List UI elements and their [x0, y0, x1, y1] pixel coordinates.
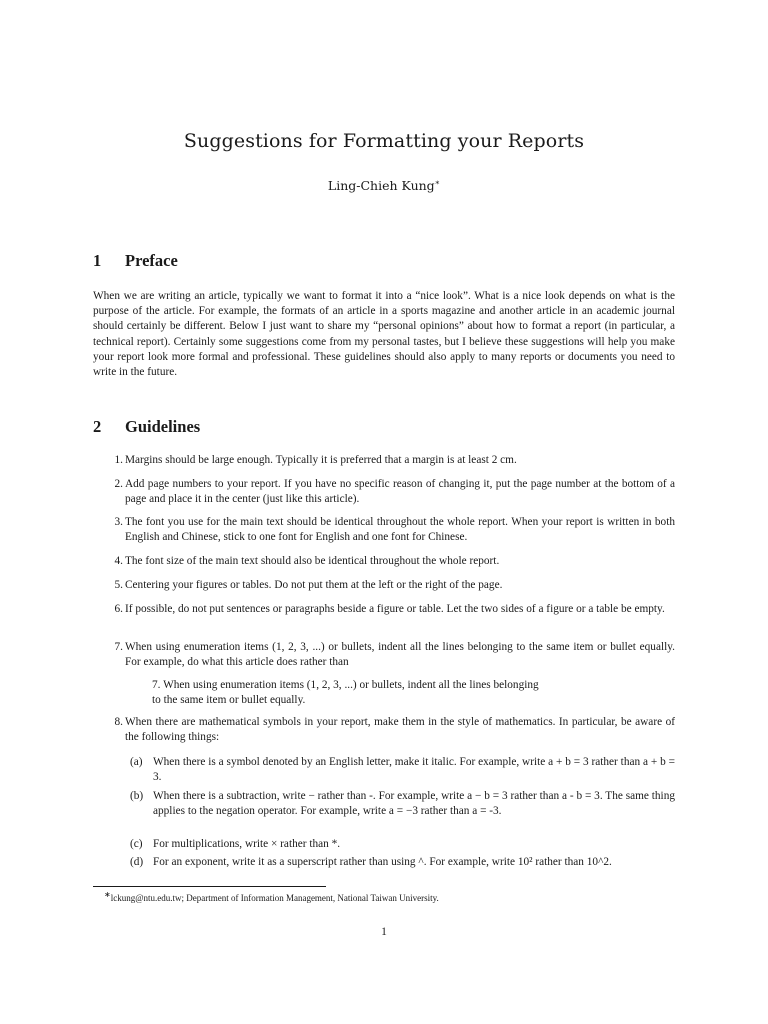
bad-indent-example: 7. When using enumeration items (1, 2, 3, ...) or bullets, indent all the lines belonging to the same item or bullet equally.: [152, 679, 539, 707]
paper-title: Suggestions for Formatting your Reports: [183, 130, 585, 152]
footnote-rule: [93, 886, 326, 887]
page-number: 1: [381, 926, 387, 938]
footnote-mark: ∗: [104, 890, 111, 899]
section-number: 1: [93, 251, 102, 270]
section-title: Guidelines: [125, 417, 201, 436]
section-title: Preface: [125, 251, 178, 270]
author-line: [0, 178, 768, 193]
sub-list-item: (d) For an exponent, write it as a superscript rather than using ^. For example, write 10² rather than 10^2.: [130, 856, 612, 868]
sub-list-item: (c) For multiplications, write × rather than *.: [130, 838, 341, 850]
section-number: 2: [93, 417, 102, 436]
section-heading-preface: [93, 251, 178, 271]
list-item: 4. The font size of the main text should also be identical throughout the whole report.: [114, 555, 500, 567]
sub-list-item: (a) When there is a symbol denoted by an English letter, make it italic. For example, write a + b = 3 rather than a + b = 3.: [130, 756, 675, 784]
list-item: 7. When using enumeration items (1, 2, 3, ...) or bullets, indent all the lines belonging to the same item or bullet equally. For example, do what this article does rather than: [114, 641, 675, 669]
preface-paragraph: When we are writing an article, typically we want to format it into a “nice look”. What is a nice look depends on what is the purpose of the article. For example, the formats of an article in a sports magazine and another article in an academic journal should certainly be different. Below I just want to share my “personal opinions” about how to format a report (in particular, a technical report). Certainly some suggestions come from my personal tastes, but I believe these suggestions will help you make your report look more formal and professional. These guidelines should also apply to many reports or documents you need to write in the future.: [93, 290, 675, 379]
list-item: 1. Margins should be large enough. Typically it is preferred that a margin is at least 2 cm.: [114, 454, 517, 466]
section-heading-guidelines: [93, 417, 200, 437]
list-item: 8. When there are mathematical symbols in your report, make them in the style of mathematics. In particular, be aware of the following things:: [114, 716, 675, 744]
list-item: 6. If possible, do not put sentences or paragraphs beside a figure or table. Let the two sides of a figure or a table be empty.: [114, 603, 665, 615]
author-name: Ling-Chieh Kung: [327, 178, 435, 194]
list-item: 2. Add page numbers to your report. If you have no specific reason of changing it, put the page number at the bottom of a page and place it in the center (just like this article).: [114, 478, 675, 506]
footnote-text: lckung@ntu.edu.tw; Department of Information Management, National Taiwan University.: [110, 893, 439, 903]
author-footnote-mark: ∗: [434, 178, 441, 187]
footnote: [104, 890, 664, 903]
list-item: 3. The font you use for the main text should be identical throughout the whole report. When your report is written in both English and Chinese, stick to one font for English and one font for Chinese.: [114, 516, 675, 544]
example-number: 7.: [152, 679, 161, 691]
list-item: 5. Centering your figures or tables. Do not put them at the left or the right of the page.: [114, 579, 503, 591]
sub-list-item: (b) When there is a subtraction, write − rather than -. For example, write a − b = 3 rather than a - b = 3. The same thing applies to the negation operator. For example, write a = −3 rather than a = -3.: [130, 790, 675, 818]
